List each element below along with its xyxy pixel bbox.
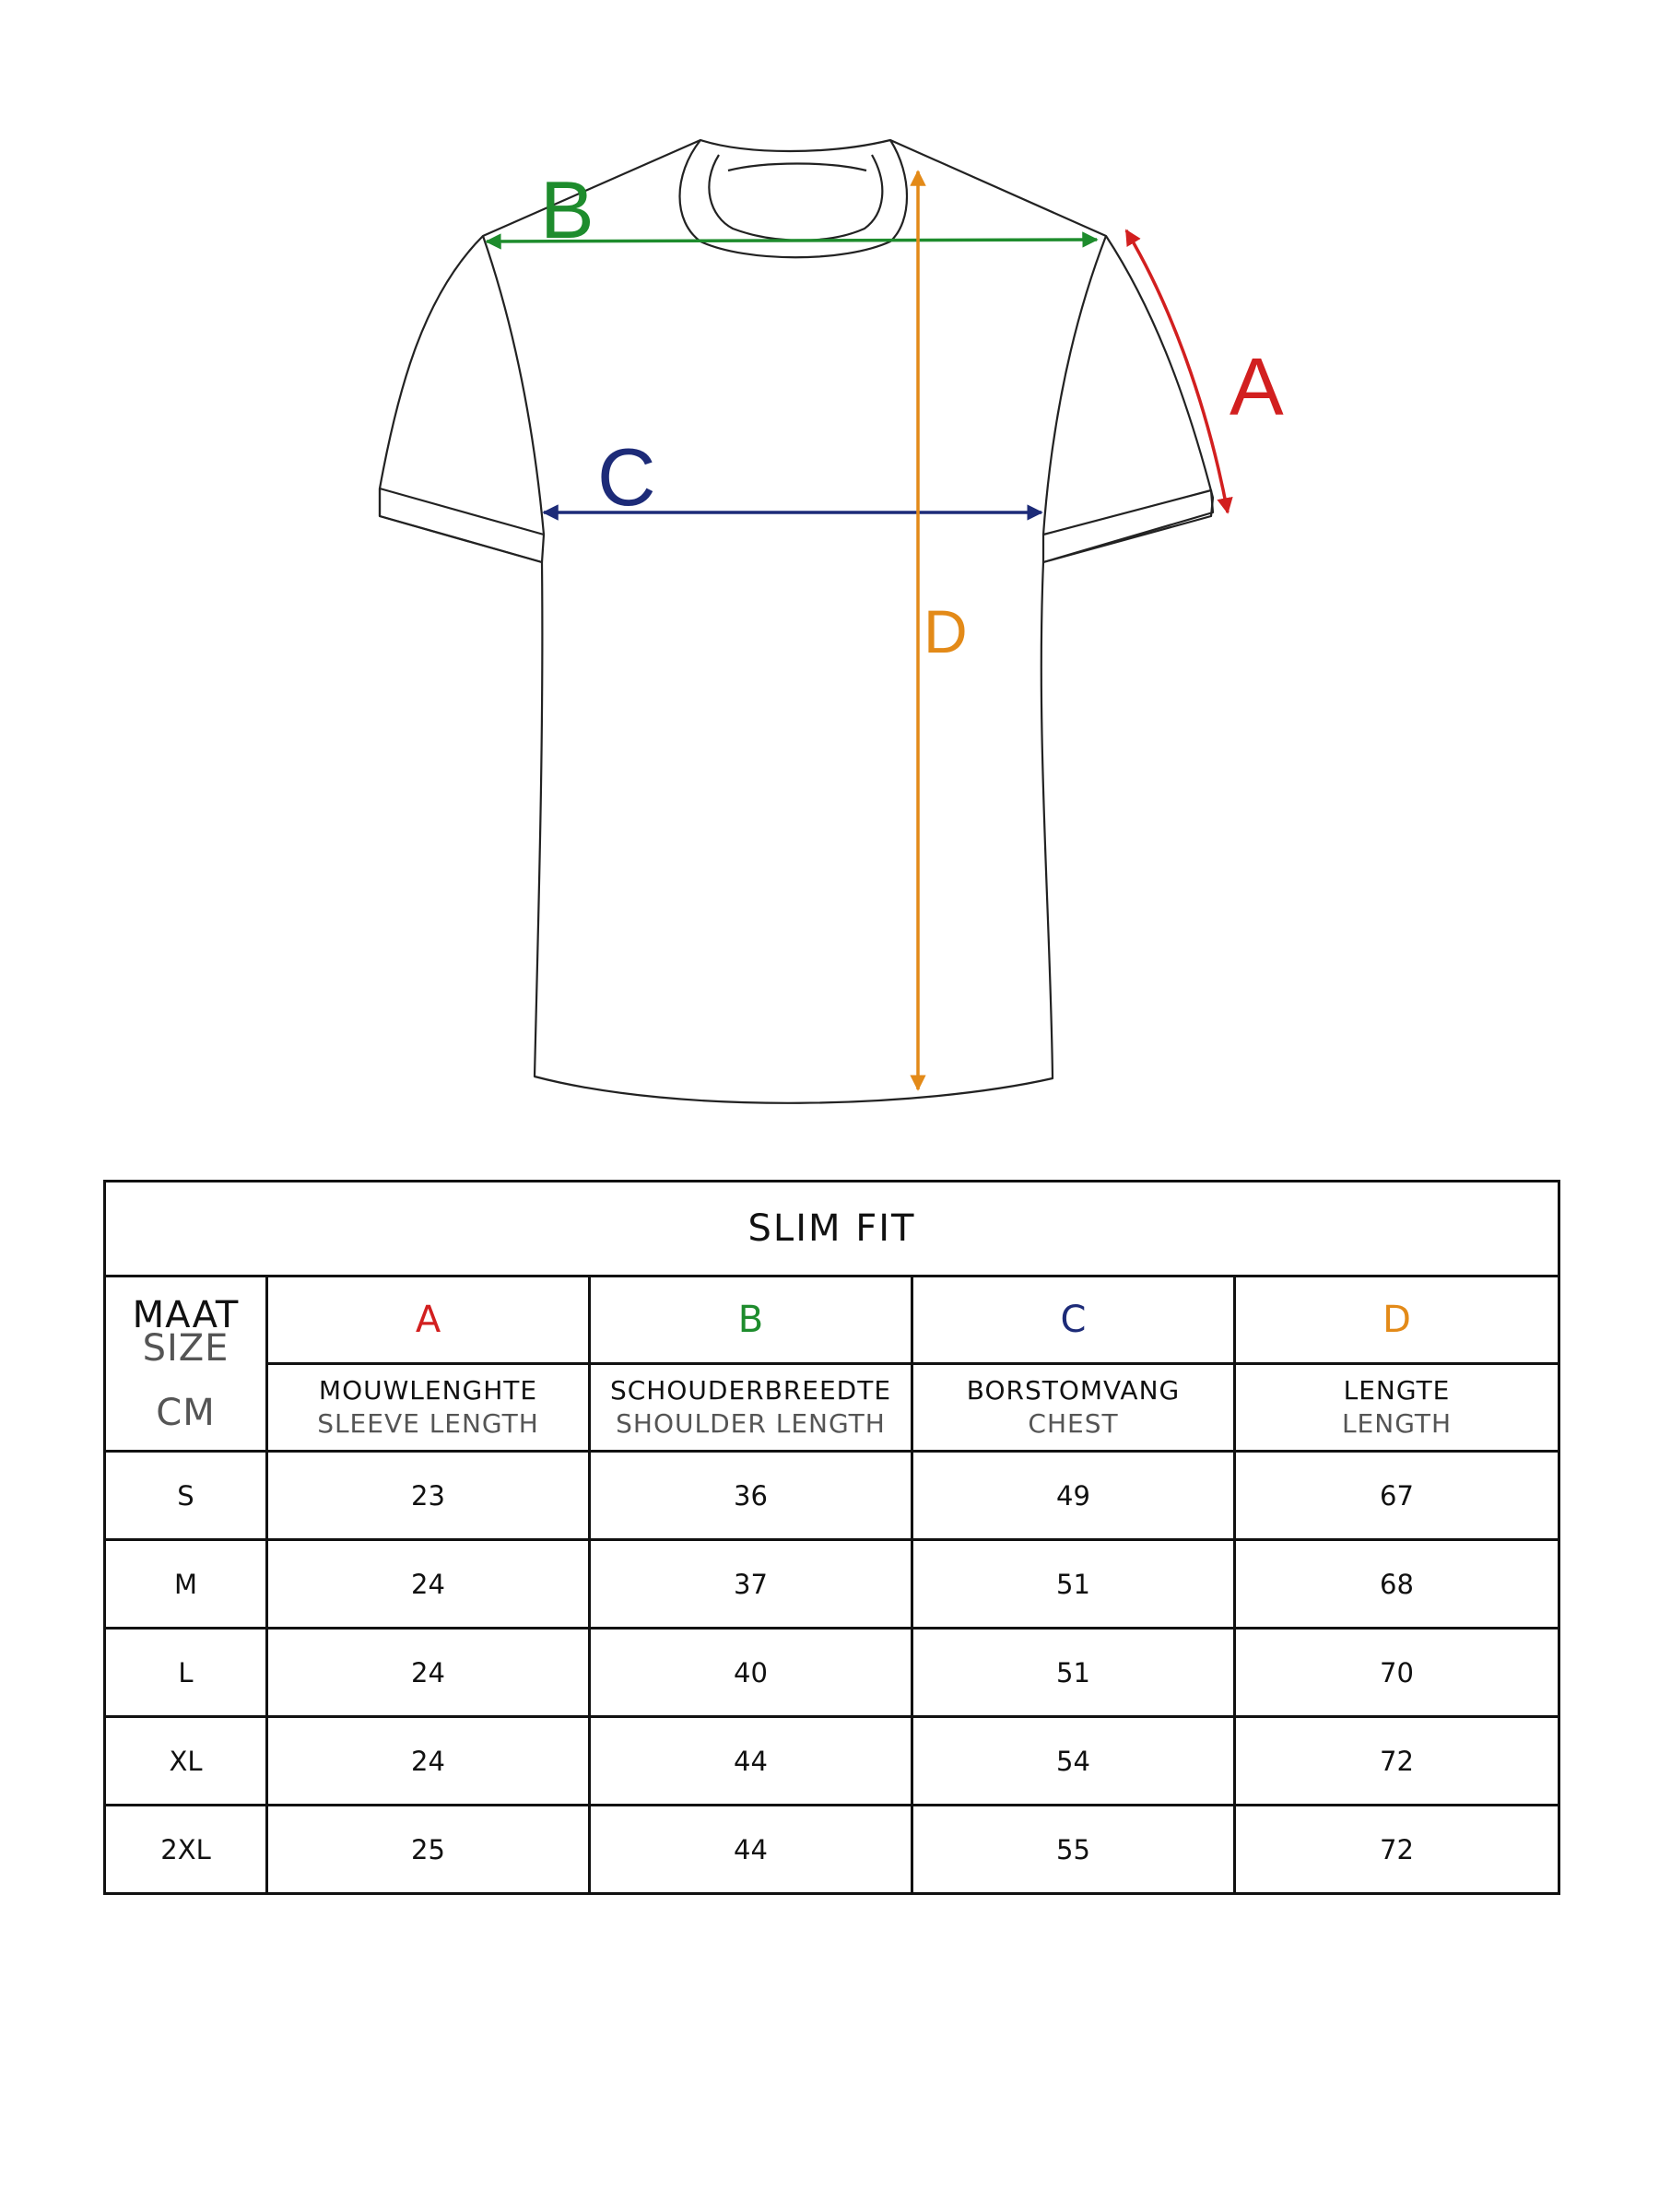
value-cell: 36 <box>590 1452 912 1540</box>
size-header-en: SIZE <box>142 1326 229 1370</box>
column-name-en: LENGTH <box>1341 1408 1453 1439</box>
value-cell: 72 <box>1235 1806 1559 1894</box>
value-cell: 51 <box>912 1629 1235 1717</box>
column-name-row <box>105 1364 1559 1452</box>
column-name-nl: MOUWLENGHTE <box>318 1375 538 1406</box>
column-name-nl: BORSTOMVANG <box>966 1375 1181 1406</box>
value-cell: 67 <box>1235 1452 1559 1540</box>
size-chart-table <box>103 1180 1560 1895</box>
value-cell: 37 <box>590 1540 912 1629</box>
column-letter-row <box>105 1277 1559 1364</box>
measure-a-label: A <box>1230 341 1284 432</box>
size-cell: L <box>105 1629 267 1717</box>
measure-c-label: C <box>597 431 656 523</box>
value-cell: 25 <box>267 1806 590 1894</box>
column-letter-d: D <box>1235 1277 1559 1364</box>
column-header-c <box>912 1364 1235 1452</box>
column-letter-a: A <box>267 1277 590 1364</box>
value-cell: 24 <box>267 1717 590 1806</box>
column-name-en: SHOULDER LENGTH <box>616 1408 886 1439</box>
tshirt-outline <box>380 140 1213 1103</box>
column-header-a <box>267 1364 590 1452</box>
table-row <box>105 1452 1559 1540</box>
value-cell: 54 <box>912 1717 1235 1806</box>
value-cell: 24 <box>267 1540 590 1629</box>
column-name-en: SLEEVE LENGTH <box>317 1408 539 1439</box>
value-cell: 72 <box>1235 1717 1559 1806</box>
size-header-nl: MAAT <box>132 1293 240 1336</box>
measure-d-label: D <box>924 597 968 665</box>
measure-b-label: B <box>540 164 594 255</box>
value-cell: 40 <box>590 1629 912 1717</box>
column-letter-b: B <box>590 1277 912 1364</box>
collar-seam <box>728 164 866 171</box>
value-cell: 24 <box>267 1629 590 1717</box>
right-armhole-seam <box>1043 236 1106 535</box>
value-cell: 70 <box>1235 1629 1559 1717</box>
value-cell: 55 <box>912 1806 1235 1894</box>
column-letter-c: C <box>912 1277 1235 1364</box>
size-cell: XL <box>105 1717 267 1806</box>
value-cell: 44 <box>590 1806 912 1894</box>
table-row <box>105 1540 1559 1629</box>
size-cell: M <box>105 1540 267 1629</box>
table-row <box>105 1629 1559 1717</box>
column-name-en: CHEST <box>1028 1408 1119 1439</box>
measure-a-arrow <box>1126 230 1228 512</box>
table-title: SLIM FIT <box>105 1182 1559 1277</box>
table-row <box>105 1806 1559 1894</box>
right-sleeve-cuff <box>1043 490 1213 562</box>
left-armhole-seam <box>483 236 544 535</box>
table-row <box>105 1717 1559 1806</box>
table-title-row <box>105 1182 1559 1277</box>
value-cell: 23 <box>267 1452 590 1540</box>
size-header-unit: CM <box>156 1391 216 1434</box>
size-header-cell <box>105 1277 267 1452</box>
column-name-nl: LENGTE <box>1343 1375 1451 1406</box>
value-cell: 51 <box>912 1540 1235 1629</box>
column-header-b <box>590 1364 912 1452</box>
tshirt-body <box>380 140 1213 1103</box>
size-cell: S <box>105 1452 267 1540</box>
value-cell: 68 <box>1235 1540 1559 1629</box>
value-cell: 44 <box>590 1717 912 1806</box>
size-cell: 2XL <box>105 1806 267 1894</box>
left-sleeve-cuff <box>380 488 544 562</box>
column-header-d <box>1235 1364 1559 1452</box>
value-cell: 49 <box>912 1452 1235 1540</box>
column-name-nl: SCHOUDERBREEDTE <box>609 1375 892 1406</box>
